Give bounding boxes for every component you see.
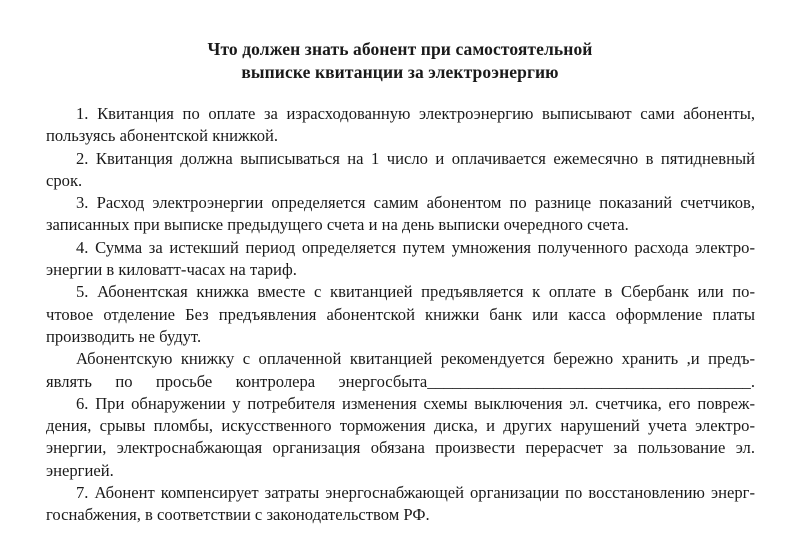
title-line-2: выписке квитанции за электроэнергию bbox=[241, 62, 559, 82]
title-line-1: Что должен знать абонент при самостоятельной bbox=[207, 39, 593, 59]
paragraph-3-line: записанных при выписке предыдущего счета и на день выписки очередного счета. bbox=[46, 215, 629, 235]
paragraph-6-line: энергии, электроснабжающая организация обязана произвести перерасчет за пользование эл. bbox=[46, 438, 755, 458]
paragraph-storage-line: являть по просьбе контролера энергосбыта_______________________________________. bbox=[46, 371, 755, 391]
paragraph-5-line: 5. Абонентская книжка вместе с квитанцией предъявляется к оплате в Сбербанк или по- bbox=[76, 282, 755, 302]
paragraph-2-line: срок. bbox=[46, 170, 83, 190]
paragraph-1-line: 1. Квитанция по оплате за израсходованную электроэнергию выписывают сами абоненты, bbox=[76, 104, 755, 123]
paragraph-7-line: 7. Абонент компенсирует затраты энергоснабжающей организации по восстановлению энерг- bbox=[76, 483, 755, 503]
paragraph-3-line: 3. Расход электроэнергии определяется самим абонентом по разнице показаний счетчиков, bbox=[76, 193, 755, 213]
document-body bbox=[46, 103, 755, 527]
paragraph-6-line: 6. При обнаружении у потребителя изменения схемы выключения эл. счетчика, его повреж- bbox=[76, 393, 755, 413]
paragraph-4-line: 4. Сумма за истекший период определяется путем умножения полученного расхода электро- bbox=[76, 237, 755, 257]
paragraph-2-line: 2. Квитанция должна выписываться на 1 число и оплачивается ежемесячно в пятидневный bbox=[76, 148, 755, 168]
document-title bbox=[0, 38, 800, 84]
paragraph-storage-line: Абонентскую книжку с оплаченной квитанцией рекомендуется бережно хранить ,и предъ- bbox=[76, 349, 755, 369]
paragraph-5-line: чтовое отделение Без предъявления абонентской книжки банк или касса оформление платы bbox=[46, 304, 755, 324]
paragraph-6-line: дения, срывы пломбы, искусственного торможения диска, и других нарушений учета электро- bbox=[46, 416, 755, 436]
paragraph-6-line: энергией. bbox=[46, 460, 114, 480]
paragraph-5-line: производить не будут. bbox=[46, 326, 202, 346]
paragraph-7-line: госнабжения, в соответствии с законодательством РФ. bbox=[46, 505, 430, 525]
paragraph-1-line: пользуясь абонентской книжкой. bbox=[46, 126, 279, 146]
paragraph-4-line: энергии в киловатт-часах на тариф. bbox=[46, 260, 297, 280]
